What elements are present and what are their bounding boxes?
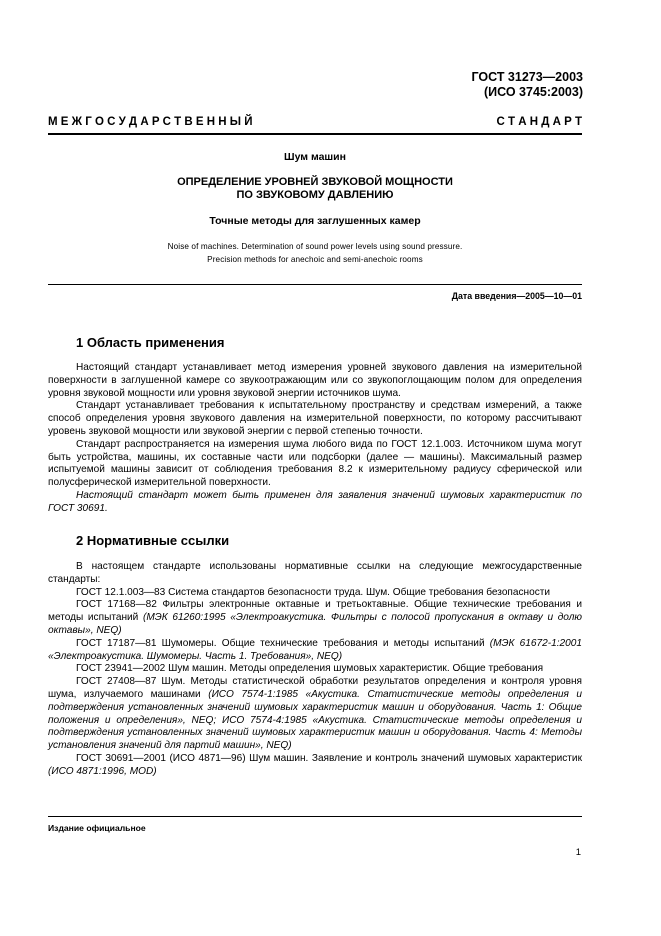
section1-paragraph-italic: Настоящий стандарт может быть применен для заявления значений шумовых характеристик по ГОСТ 30691. (48, 489, 582, 514)
english-title-line2: Precision methods for anechoic and semi-anechoic rooms (207, 254, 423, 264)
edition-label: Издание официальное (48, 823, 146, 833)
reference-equivalent: (МЭК 61672-1:2001 «Электроакустика. Шумомеры. Часть 1. Требования», NEQ) (48, 637, 582, 662)
reference-equivalent: (МЭК 61260:1995 «Электроакустика. Фильтры с полосой пропускания в октаву и долю октавы», NEQ) (48, 612, 582, 636)
section1-paragraph: Настоящий стандарт устанавливает метод измерения уровней звукового давления на измерительной поверхности в заглушенной камере со звукоотражающим или со звукопоглощающим полом для определения уровня звуковой мощности или уровня звуковой энергии источников шума. (48, 362, 582, 399)
section1-paragraph: Стандарт устанавливает требования к испытательному пространству и средствам измерений, а также способ определения уровня звукового давления на измерительной поверхности, по которому рассчитывают уровень звуковой мощности или звуковой энергии с первой степенью точности. (48, 400, 582, 437)
method-title: Точные методы для заглушенных камер (209, 215, 421, 227)
main-title-line2: ПО ЗВУКОВОМУ ДАВЛЕНИЮ (236, 189, 394, 201)
section2-heading: 2 Нормативные ссылки (76, 533, 230, 548)
reference-equivalent: (ИСО 7574-1:1985 «Акустика. Статистические методы определения и подтверждения установленных значений шумовых характеристик машин и оборудования. Часть 1: Общие положения и определения», NEQ; ИСО 7574-4:1985 «Акустика. Статистические методы определения и подтверждения установленных значений шумовых характеристик машин и оборудования. Часть 4: Методы установления значений для партий машин», NEQ) (48, 688, 583, 752)
main-title-line1: ОПРЕДЕЛЕНИЕ УРОВНЕЙ ЗВУКОВОЙ МОЩНОСТИ (177, 176, 453, 188)
section2-body (48, 561, 582, 779)
reference-item (48, 638, 582, 664)
reference-text: ГОСТ 17168—82 Фильтры электронные октавные и третьоктавные. Общие технические требования и методы испытаний (48, 599, 582, 624)
reference-item (48, 599, 582, 637)
title-rule (48, 284, 582, 285)
gost-number: ГОСТ 31273—2003 (471, 70, 583, 84)
english-title-line1: Noise of machines. Determination of sound power levels using sound pressure. (167, 242, 463, 251)
page-number: 1 (575, 847, 581, 858)
standard-designation (471, 70, 583, 100)
reference-item (48, 676, 582, 753)
main-title (48, 176, 582, 202)
footer-rule (48, 816, 582, 817)
reference-item (48, 753, 582, 779)
section1-body (48, 362, 582, 516)
section1-paragraph: Стандарт распространяется на измерения шума любого вида по ГОСТ 12.1.003. Источником шума могут быть устройства, машины, их составные части или подсборки (далее — машины). Максимальный размер испытуемой машины зависит от соблюдения требования 8.2 к измерительному радиусу сферической или полусферической измерительной поверхности. (48, 438, 582, 489)
reference-text: ГОСТ 27408—87 Шум. Методы статистической обработки результатов определения и контроля уровня шума, излучаемого машинами (48, 676, 582, 700)
banner-right: С Т А Н Д А Р Т (496, 116, 582, 128)
reference-text: ГОСТ 17187—81 Шумомеры. Общие технические требования и методы испытаний (76, 637, 490, 649)
reference-equivalent: (ИСО 4871:1996, MOD) (48, 765, 157, 777)
banner-left: М Е Ж Г О С У Д А Р С Т В Е Н Н Ы Й (48, 116, 253, 128)
section2-intro: В настоящем стандарте использованы нормативные ссылки на следующие межгосударственные стандарты: (48, 561, 582, 585)
reference-item: ГОСТ 23941—2002 Шум машин. Методы определения шумовых характеристик. Общие требования (76, 663, 544, 675)
intro-date: Дата введения—2005—10—01 (451, 291, 582, 301)
english-title (48, 241, 582, 266)
iso-number: (ИСО 3745:2003) (484, 85, 583, 99)
reference-item: ГОСТ 12.1.003—83 Система стандартов безопасности труда. Шум. Общие требования безопасности (76, 586, 551, 598)
section1-heading: 1 Область применения (76, 335, 225, 350)
standard-banner (48, 116, 582, 128)
reference-text: ГОСТ 30691—2001 (ИСО 4871—96) Шум машин. Заявление и контроль значений шумовых характеристик (76, 752, 582, 764)
header-rule (48, 133, 582, 135)
subject-title: Шум машин (284, 151, 346, 163)
